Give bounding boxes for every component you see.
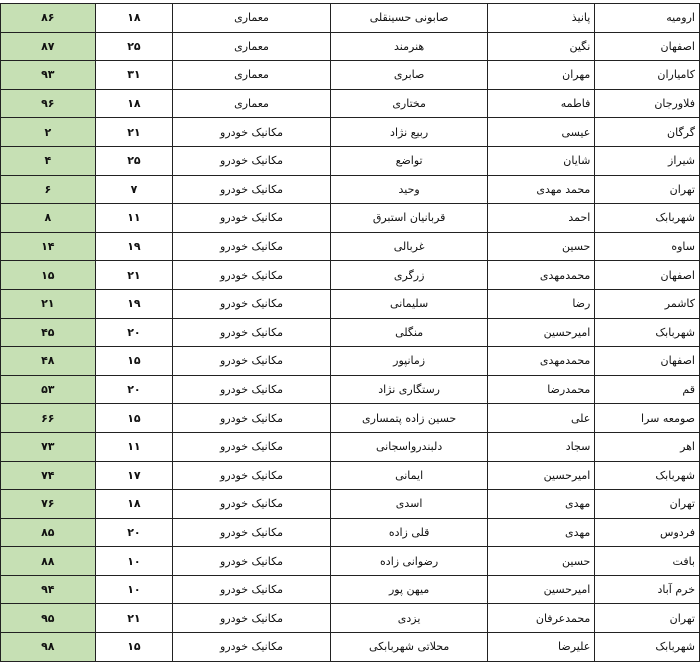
last-name-cell: ایمانی — [330, 461, 488, 490]
city-cell: ساوه — [595, 232, 700, 261]
score-cell: ۶ — [1, 175, 96, 204]
score-cell: ۸۵ — [1, 518, 96, 547]
last-name-cell: سلیمانی — [330, 289, 488, 318]
first-name-cell: رضا — [488, 289, 595, 318]
last-name-cell: صابونی حسینقلی — [330, 4, 488, 33]
table-row — [1, 633, 700, 662]
field-cell: مکانیک خودرو — [173, 204, 331, 233]
first-name-cell: محمد مهدی — [488, 175, 595, 204]
table-row — [1, 232, 700, 261]
age-cell: ۱۹ — [95, 232, 173, 261]
city-cell: قم — [595, 375, 700, 404]
age-cell: ۱۱ — [95, 204, 173, 233]
last-name-cell: یزدی — [330, 604, 488, 633]
table-row — [1, 4, 700, 33]
last-name-cell: قربانیان استبرق — [330, 204, 488, 233]
first-name-cell: حسین — [488, 232, 595, 261]
city-cell: فردوس — [595, 518, 700, 547]
field-cell: معماری — [173, 89, 331, 118]
table-row — [1, 575, 700, 604]
table-row — [1, 204, 700, 233]
city-cell: بافت — [595, 547, 700, 576]
age-cell: ۲۱ — [95, 118, 173, 147]
last-name-cell: زرگری — [330, 261, 488, 290]
city-cell: شهربابک — [595, 204, 700, 233]
last-name-cell: غربالی — [330, 232, 488, 261]
field-cell: مکانیک خودرو — [173, 547, 331, 576]
city-cell: تهران — [595, 490, 700, 519]
age-cell: ۲۱ — [95, 604, 173, 633]
first-name-cell: عیسی — [488, 118, 595, 147]
table-row — [1, 261, 700, 290]
score-cell: ۹۸ — [1, 633, 96, 662]
score-cell: ۴۵ — [1, 318, 96, 347]
first-name-cell: شایان — [488, 146, 595, 175]
field-cell: مکانیک خودرو — [173, 289, 331, 318]
age-cell: ۱۸ — [95, 490, 173, 519]
field-cell: مکانیک خودرو — [173, 432, 331, 461]
first-name-cell: احمد — [488, 204, 595, 233]
field-cell: مکانیک خودرو — [173, 318, 331, 347]
age-cell: ۲۰ — [95, 518, 173, 547]
city-cell: فلاورجان — [595, 89, 700, 118]
city-cell: شهربابک — [595, 633, 700, 662]
first-name-cell: حسین — [488, 547, 595, 576]
field-cell: مکانیک خودرو — [173, 175, 331, 204]
score-cell: ۸۸ — [1, 547, 96, 576]
table-row — [1, 118, 700, 147]
age-cell: ۱۱ — [95, 432, 173, 461]
first-name-cell: فاطمه — [488, 89, 595, 118]
field-cell: معماری — [173, 32, 331, 61]
table-row — [1, 32, 700, 61]
field-cell: مکانیک خودرو — [173, 232, 331, 261]
city-cell: ارومیه — [595, 4, 700, 33]
score-cell: ۵۳ — [1, 375, 96, 404]
table-row — [1, 604, 700, 633]
first-name-cell: علی — [488, 404, 595, 433]
city-cell: اصفهان — [595, 261, 700, 290]
first-name-cell: مهران — [488, 61, 595, 90]
age-cell: ۲۱ — [95, 261, 173, 290]
age-cell: ۲۰ — [95, 318, 173, 347]
last-name-cell: تواضع — [330, 146, 488, 175]
first-name-cell: پانیذ — [488, 4, 595, 33]
field-cell: مکانیک خودرو — [173, 347, 331, 376]
table-row — [1, 347, 700, 376]
age-cell: ۱۵ — [95, 633, 173, 662]
score-cell: ۴۸ — [1, 347, 96, 376]
table-row — [1, 289, 700, 318]
first-name-cell: محمدعرفان — [488, 604, 595, 633]
table-row — [1, 404, 700, 433]
last-name-cell: محلاتی شهربابکی — [330, 633, 488, 662]
field-cell: مکانیک خودرو — [173, 375, 331, 404]
age-cell: ۱۸ — [95, 89, 173, 118]
score-cell: ۷۶ — [1, 490, 96, 519]
last-name-cell: هنرمند — [330, 32, 488, 61]
city-cell: اهر — [595, 432, 700, 461]
table-row — [1, 461, 700, 490]
score-cell: ۲ — [1, 118, 96, 147]
last-name-cell: وحید — [330, 175, 488, 204]
city-cell: شهربابک — [595, 318, 700, 347]
age-cell: ۲۵ — [95, 32, 173, 61]
field-cell: مکانیک خودرو — [173, 633, 331, 662]
city-cell: کامیاران — [595, 61, 700, 90]
city-cell: خرم آباد — [595, 575, 700, 604]
age-cell: ۱۰ — [95, 575, 173, 604]
age-cell: ۱۵ — [95, 347, 173, 376]
table-row — [1, 175, 700, 204]
score-cell: ۹۶ — [1, 89, 96, 118]
field-cell: معماری — [173, 61, 331, 90]
age-cell: ۱۰ — [95, 547, 173, 576]
field-cell: مکانیک خودرو — [173, 461, 331, 490]
score-cell: ۹۳ — [1, 61, 96, 90]
last-name-cell: اسدی — [330, 490, 488, 519]
score-cell: ۲۱ — [1, 289, 96, 318]
city-cell: تهران — [595, 604, 700, 633]
age-cell: ۲۵ — [95, 146, 173, 175]
first-name-cell: مهدی — [488, 518, 595, 547]
field-cell: مکانیک خودرو — [173, 604, 331, 633]
score-cell: ۶۶ — [1, 404, 96, 433]
field-cell: مکانیک خودرو — [173, 146, 331, 175]
table-row — [1, 375, 700, 404]
first-name-cell: سجاد — [488, 432, 595, 461]
first-name-cell: علیرضا — [488, 633, 595, 662]
score-cell: ۱۴ — [1, 232, 96, 261]
last-name-cell: ربیع نژاد — [330, 118, 488, 147]
last-name-cell: میهن پور — [330, 575, 488, 604]
score-cell: ۹۴ — [1, 575, 96, 604]
table-row — [1, 318, 700, 347]
city-cell: تهران — [595, 175, 700, 204]
score-cell: ۸ — [1, 204, 96, 233]
first-name-cell: محمدمهدی — [488, 261, 595, 290]
score-cell: ۹۵ — [1, 604, 96, 633]
score-cell: ۱۵ — [1, 261, 96, 290]
age-cell: ۲۰ — [95, 375, 173, 404]
last-name-cell: صابری — [330, 61, 488, 90]
table-row — [1, 146, 700, 175]
last-name-cell: رستگاری نژاد — [330, 375, 488, 404]
field-cell: مکانیک خودرو — [173, 404, 331, 433]
city-cell: اصفهان — [595, 32, 700, 61]
field-cell: مکانیک خودرو — [173, 261, 331, 290]
first-name-cell: محمدرضا — [488, 375, 595, 404]
table-row — [1, 490, 700, 519]
age-cell: ۱۵ — [95, 404, 173, 433]
age-cell: ۱۷ — [95, 461, 173, 490]
city-cell: شیراز — [595, 146, 700, 175]
first-name-cell: امیرحسین — [488, 461, 595, 490]
last-name-cell: حسین زاده پتمساری — [330, 404, 488, 433]
results-table-body — [1, 4, 700, 662]
age-cell: ۱۹ — [95, 289, 173, 318]
first-name-cell: محمدمهدی — [488, 347, 595, 376]
city-cell: کاشمر — [595, 289, 700, 318]
last-name-cell: قلی زاده — [330, 518, 488, 547]
last-name-cell: رضوانی زاده — [330, 547, 488, 576]
field-cell: مکانیک خودرو — [173, 575, 331, 604]
field-cell: مکانیک خودرو — [173, 118, 331, 147]
field-cell: معماری — [173, 4, 331, 33]
results-table — [0, 3, 700, 662]
score-cell: ۷۳ — [1, 432, 96, 461]
last-name-cell: دلبندرواسجانی — [330, 432, 488, 461]
first-name-cell: امیرحسین — [488, 575, 595, 604]
last-name-cell: منگلی — [330, 318, 488, 347]
first-name-cell: نگین — [488, 32, 595, 61]
city-cell: صومعه سرا — [595, 404, 700, 433]
table-row — [1, 61, 700, 90]
city-cell: گرگان — [595, 118, 700, 147]
field-cell: مکانیک خودرو — [173, 518, 331, 547]
table-row — [1, 432, 700, 461]
age-cell: ۳۱ — [95, 61, 173, 90]
age-cell: ۱۸ — [95, 4, 173, 33]
city-cell: اصفهان — [595, 347, 700, 376]
last-name-cell: زمانپور — [330, 347, 488, 376]
table-row — [1, 547, 700, 576]
score-cell: ۷۴ — [1, 461, 96, 490]
city-cell: شهربابک — [595, 461, 700, 490]
table-row — [1, 518, 700, 547]
field-cell: مکانیک خودرو — [173, 490, 331, 519]
age-cell: ۷ — [95, 175, 173, 204]
first-name-cell: مهدی — [488, 490, 595, 519]
score-cell: ۸۷ — [1, 32, 96, 61]
first-name-cell: امیرحسین — [488, 318, 595, 347]
last-name-cell: مختاری — [330, 89, 488, 118]
table-row — [1, 89, 700, 118]
score-cell: ۸۶ — [1, 4, 96, 33]
score-cell: ۴ — [1, 146, 96, 175]
